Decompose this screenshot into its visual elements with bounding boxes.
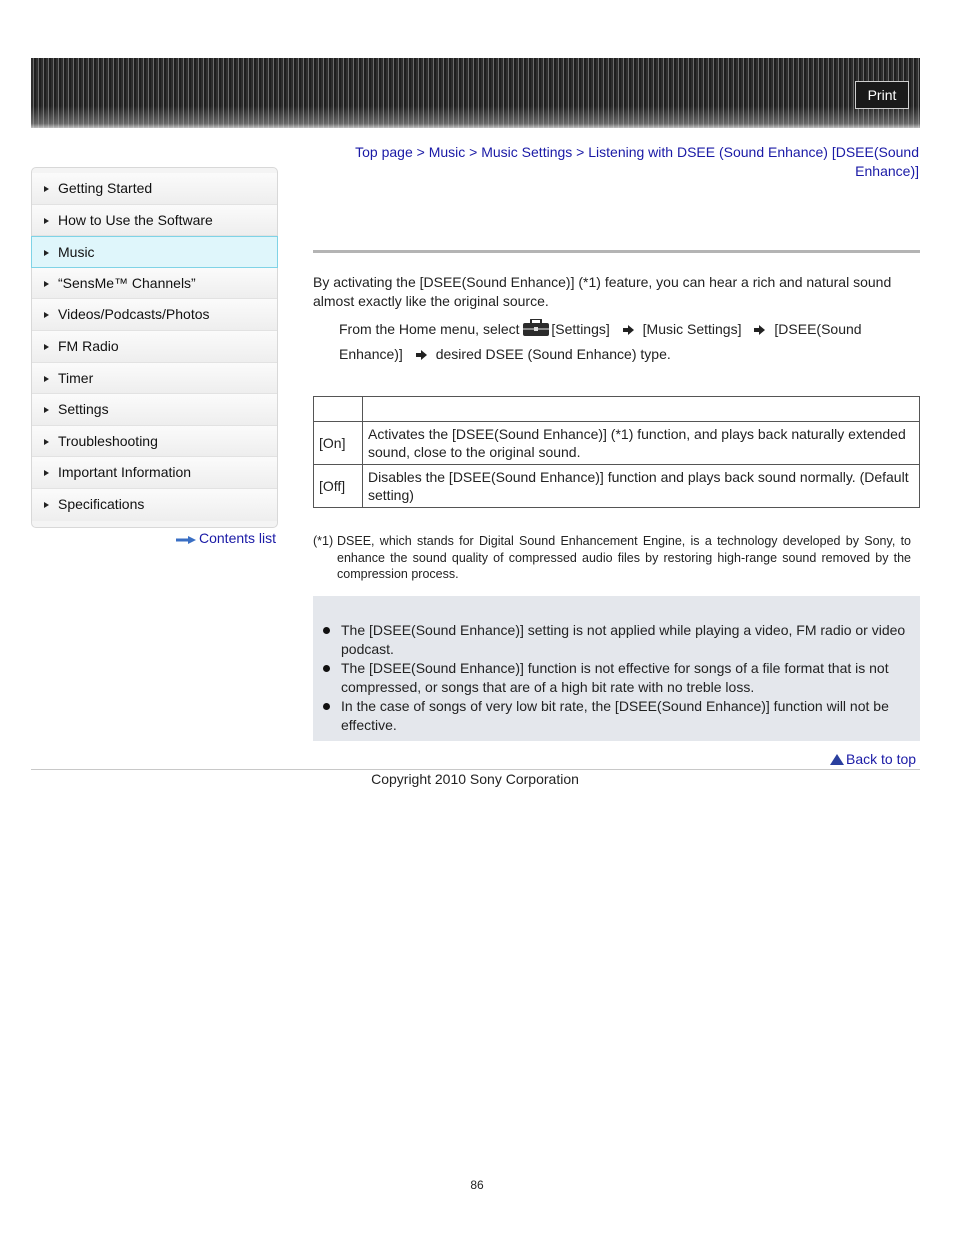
steps-dsee: [DSEE(Sound Enhance)] <box>339 321 862 362</box>
list-item <box>313 659 913 697</box>
sidebar-item-label: Music <box>58 244 95 261</box>
back-to-top-link[interactable] <box>830 751 916 768</box>
intro-paragraph: By activating the [DSEE(Sound Enhance)] (*1) feature, you can hear a rich and natural sound almost exactly like the original source. <box>313 274 892 309</box>
procedure-steps <box>339 318 919 367</box>
sidebar-item-troubleshooting[interactable] <box>32 426 277 458</box>
table-cell-description: Disables the [DSEE(Sound Enhance)] function and plays back sound normally. (Default setting) <box>363 465 920 508</box>
table-header-row <box>314 397 920 422</box>
arrow-right-icon <box>754 319 765 342</box>
steps-settings: [Settings] <box>551 321 610 337</box>
sidebar-item-label: Videos/Podcasts/Photos <box>58 306 210 323</box>
triangle-up-icon <box>830 752 844 768</box>
triangle-right-icon <box>44 344 49 350</box>
list-item <box>313 697 913 735</box>
table-header-cell <box>363 397 920 422</box>
sidebar-item-getting-started[interactable] <box>32 173 277 205</box>
sidebar-item-label: Specifications <box>58 495 145 512</box>
breadcrumb-current-page[interactable]: Listening with DSEE (Sound Enhance) [DSEE(Sound Enhance)] <box>588 144 919 179</box>
footnote-mark: (*1) <box>313 534 334 548</box>
sidebar-item-label: How to Use the Software <box>58 211 213 228</box>
breadcrumb-music[interactable]: Music <box>428 144 466 160</box>
sidebar-item-label: FM Radio <box>58 337 119 354</box>
sidebar-item-settings[interactable] <box>32 394 277 426</box>
sidebar-nav <box>31 167 278 528</box>
triangle-right-icon <box>44 250 49 256</box>
sidebar-item-label: Settings <box>58 401 109 418</box>
sidebar-item-sensme-channels[interactable] <box>32 268 277 300</box>
triangle-right-icon <box>44 376 49 382</box>
bullet-icon <box>323 627 330 634</box>
sidebar-item-timer[interactable] <box>32 363 277 395</box>
arrow-right-icon <box>623 319 634 342</box>
sidebar-item-videos-podcasts-photos[interactable] <box>32 299 277 331</box>
footer-divider <box>31 769 920 770</box>
triangle-right-icon <box>44 439 49 445</box>
page-number: 86 <box>470 1178 484 1192</box>
table-cell-option: [On] <box>314 422 363 465</box>
breadcrumb <box>330 143 919 181</box>
triangle-right-icon <box>44 218 49 224</box>
contents-list-label: Contents list <box>199 530 277 546</box>
contents-list-link[interactable] <box>176 530 276 547</box>
triangle-right-icon <box>44 186 49 192</box>
notes-list <box>313 621 913 735</box>
list-item <box>313 621 913 659</box>
notes-box <box>313 596 920 741</box>
sidebar-item-label: Important Information <box>58 464 192 481</box>
table-cell-option: [Off] <box>314 465 363 508</box>
sidebar-item-how-to-use-software[interactable] <box>32 205 277 237</box>
steps-music-settings: [Music Settings] <box>642 321 742 337</box>
title-divider <box>313 250 920 253</box>
breadcrumb-top-page[interactable]: Top page <box>355 144 413 160</box>
triangle-right-icon <box>44 312 49 318</box>
steps-prefix: From the Home menu, select <box>339 321 520 337</box>
breadcrumb-separator: > <box>469 144 478 160</box>
breadcrumb-music-settings[interactable]: Music Settings <box>481 144 573 160</box>
toolbox-settings-icon <box>523 319 549 343</box>
triangle-right-icon <box>44 407 49 413</box>
table-cell-description: Activates the [DSEE(Sound Enhance)] (*1) function, and plays back naturally extended sound, close to the original sound. <box>363 422 920 465</box>
arrow-right-icon <box>416 344 427 367</box>
table-row <box>314 422 920 465</box>
footnote <box>313 533 911 583</box>
sidebar-item-fm-radio[interactable] <box>32 331 277 363</box>
triangle-right-icon <box>44 281 49 287</box>
back-to-top-label: Back to top <box>846 751 917 767</box>
triangle-right-icon <box>44 470 49 476</box>
sidebar-item-label: Getting Started <box>58 180 153 196</box>
header-banner <box>31 58 920 128</box>
sidebar-item-specifications[interactable] <box>32 489 277 521</box>
arrow-right-icon <box>176 531 196 547</box>
print-button[interactable]: Print <box>855 81 909 109</box>
sidebar-item-label: Troubleshooting <box>58 432 158 449</box>
breadcrumb-separator: > <box>576 144 585 160</box>
table-row <box>314 465 920 508</box>
settings-table <box>313 396 920 508</box>
sidebar-item-important-information[interactable] <box>32 457 277 489</box>
breadcrumb-separator: > <box>416 144 425 160</box>
copyright-text: Copyright 2010 Sony Corporation <box>371 771 579 787</box>
steps-final: desired DSEE (Sound Enhance) type. <box>435 346 671 362</box>
sidebar-item-label: “SensMe™ Channels” <box>58 274 196 291</box>
footnote-text: DSEE, which stands for Digital Sound Enhancement Engine, is a technology developed by Sony, to enhance the sound quality of compressed audio files by restoring high-range sound removed by the compression process. <box>337 534 911 581</box>
triangle-right-icon <box>44 502 49 508</box>
bullet-icon <box>323 703 330 710</box>
note-text: The [DSEE(Sound Enhance)] setting is not applied while playing a video, FM radio or video podcast. <box>341 622 906 657</box>
bullet-icon <box>323 665 330 672</box>
note-text: The [DSEE(Sound Enhance)] function is not effective for songs of a file format that is not compressed, or songs that are of a high bit rate with no treble loss. <box>341 660 889 695</box>
sidebar-item-label: Timer <box>58 369 94 386</box>
note-text: In the case of songs of very low bit rate, the [DSEE(Sound Enhance)] function will not be effective. <box>341 698 889 733</box>
table-header-cell <box>314 397 363 422</box>
sidebar-item-music[interactable] <box>31 236 278 268</box>
